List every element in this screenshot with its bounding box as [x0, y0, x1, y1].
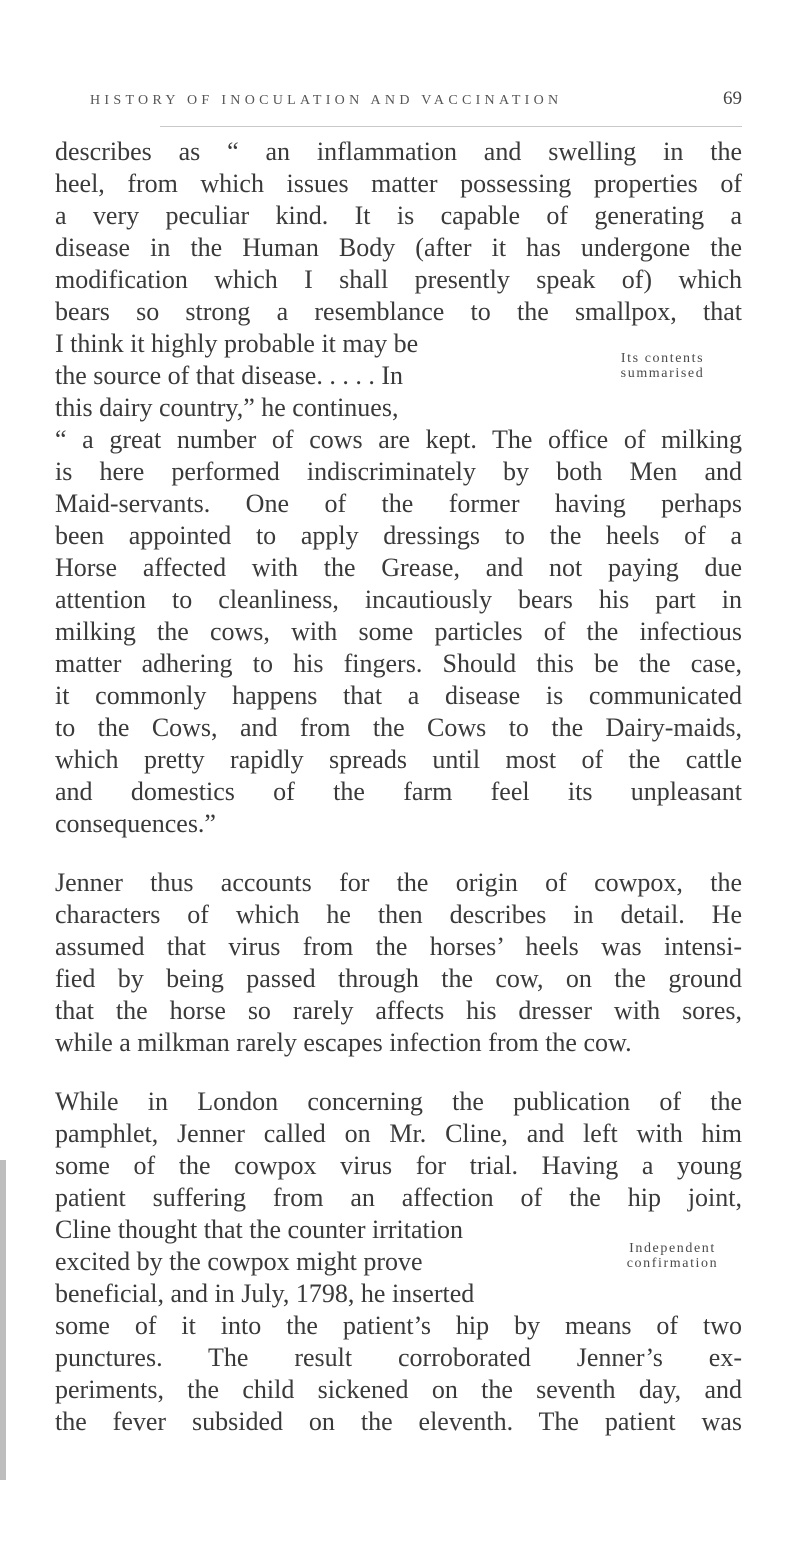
text-line: while a milkman rarely escapes infection from the cow. [55, 1028, 632, 1057]
text-line: Maid-servants. One of the former having perhaps [55, 489, 742, 518]
text-line: disease in the Human Body (after it has undergone the [55, 233, 742, 262]
text-line: and domestics of the farm feel its unpleasant [55, 777, 742, 806]
text-line: I think it highly probable it may be [55, 329, 419, 358]
binding-edge-shadow [0, 1160, 6, 1480]
text-line: this dairy country,” he continues, [55, 393, 399, 422]
text-line: attention to cleanliness, incautiously bears his part in [55, 585, 742, 614]
text-line: the fever subsided on the eleventh. The patient was [55, 1407, 742, 1436]
text-line: modification which I shall presently speak of) which [55, 265, 742, 294]
text-line: periments, the child sickened on the seventh day, and [55, 1375, 742, 1404]
text-line: characters of which he then describes in detail. He [55, 900, 742, 929]
text-line: is here performed indiscriminately by both Men and [55, 457, 742, 486]
text-line: Jenner thus accounts for the origin of cowpox, the [55, 868, 742, 897]
sidenote-independent-confirmation [595, 1241, 750, 1271]
text-line: “ a great number of cows are kept. The office of milking [55, 425, 742, 454]
text-line: it commonly happens that a disease is communicated [55, 681, 742, 710]
header-rule [160, 126, 742, 127]
text-line: assumed that virus from the horses’ heels was intensi- [55, 932, 742, 961]
running-title: HISTORY OF INOCULATION AND VACCINATION [90, 93, 563, 108]
text-line: bears so strong a resemblance to the smallpox, that [55, 297, 742, 326]
text-line: some of the cowpox virus for trial. Having a young [55, 1151, 742, 1180]
text-line: some of it into the patient’s hip by means of two [55, 1311, 742, 1340]
sidenote-contents-summarised [585, 351, 740, 381]
text-line: While in London concerning the publication of the [55, 1087, 742, 1116]
text-line: a very peculiar kind. It is capable of generating a [55, 201, 742, 230]
text-line: fied by being passed through the cow, on the ground [55, 964, 742, 993]
text-line: punctures. The result corroborated Jenner’s ex- [55, 1343, 742, 1372]
page-number: 69 [723, 88, 742, 109]
text-line: describes as “ an inflammation and swelling in the [55, 137, 742, 166]
text-line: to the Cows, and from the Cows to the Dairy-maids, [55, 713, 742, 742]
running-header [90, 88, 742, 110]
text-line: Horse affected with the Grease, and not paying due [55, 553, 742, 582]
sidenote-line: Independent [629, 1241, 716, 1256]
text-line: Cline thought that the counter irritation [55, 1215, 463, 1244]
sidenote-line: summarised [620, 366, 705, 381]
text-line: that the horse so rarely affects his dresser with sores, [55, 996, 742, 1025]
text-line: the source of that disease. . . . . In [55, 361, 404, 390]
text-line: excited by the cowpox might prove [55, 1247, 423, 1276]
text-line: consequences.” [55, 809, 216, 838]
text-line: been appointed to apply dressings to the heels of a [55, 521, 742, 550]
text-line: matter adhering to his fingers. Should this be the case, [55, 649, 742, 678]
text-line: heel, from which issues matter possessing properties of [55, 169, 742, 198]
sidenote-line: Its contents [620, 351, 705, 366]
text-line: milking the cows, with some particles of the infectious [55, 617, 742, 646]
text-line: pamphlet, Jenner called on Mr. Cline, and left with him [55, 1119, 742, 1148]
text-line: beneficial, and in July, 1798, he inserted [55, 1279, 475, 1308]
sidenote-line: confirmation [626, 1256, 719, 1271]
text-line: which pretty rapidly spreads until most of the cattle [55, 745, 742, 774]
text-line: patient suffering from an affection of the hip joint, [55, 1183, 742, 1212]
